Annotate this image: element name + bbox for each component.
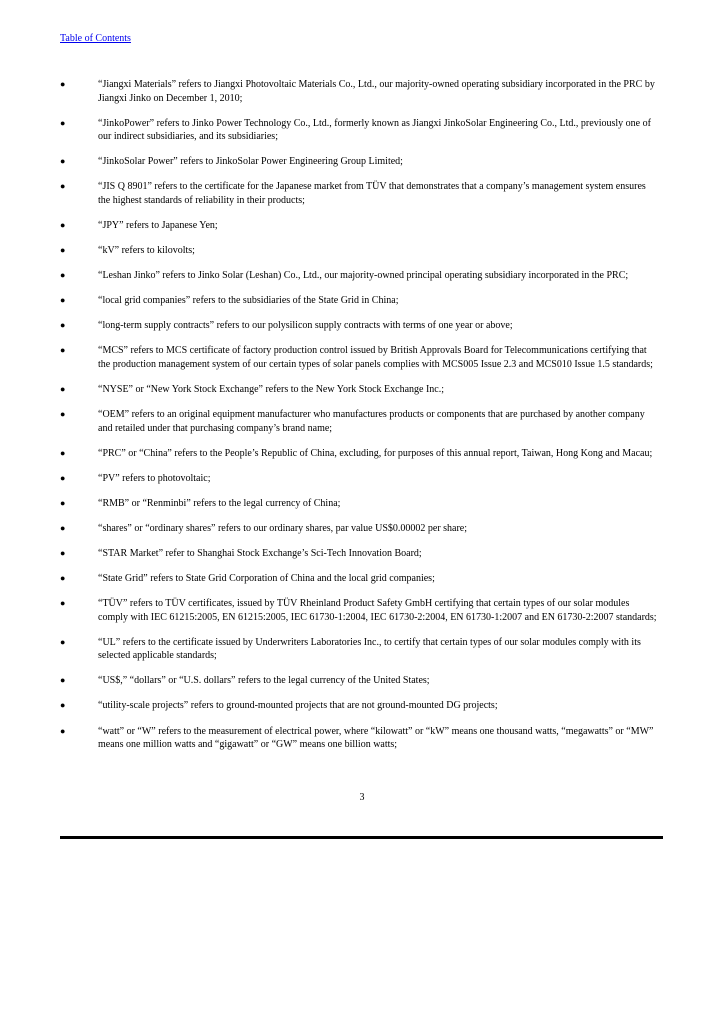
definition-text: “utility-scale projects” refers to ground-mounted projects that are not ground-mounted DG projects; [98,700,498,712]
list-item [60,674,664,688]
list-item [60,725,664,752]
list-item [60,497,664,511]
definition-text: “OEM” refers to an original equipment manufacturer who manufactures products or components that are purchased by another company and retailed under that purchasing company’s brand name; [98,409,645,434]
definition-text: “PRC” or “China” refers to the People’s Republic of China, excluding, for purposes of this annual report, Taiwan, Hong Kong and Macau; [98,447,653,459]
definition-text: “JIS Q 8901” refers to the certificate for the Japanese market from TÜV that demonstrates that a company’s management system ensures the highest standards of reliability in their products; [98,181,646,206]
bullet-icon: ● [60,573,66,584]
bullet-icon: ● [60,522,66,533]
definition-text: “JPY” refers to Japanese Yen; [98,219,218,231]
list-item [60,78,664,105]
list-item [60,269,664,283]
definition-text: “Leshan Jinko” refers to Jinko Solar (Leshan) Co., Ltd., our majority-owned principal operating subsidiary incorporated in the PRC; [98,270,629,282]
bullet-icon: ● [60,383,66,394]
bullet-icon: ● [60,548,66,558]
list-item [60,155,664,169]
bullet-icon: ● [60,156,66,167]
list-item [60,636,664,663]
list-item [60,219,664,233]
bullet-icon: ● [60,598,66,609]
page-number: 3 [359,792,365,803]
list-item [60,319,664,333]
bullet-icon: ● [60,219,66,230]
definition-text: “STAR Market” refer to Shanghai Stock Exchange’s Sci-Tech Innovation Board; [98,548,422,559]
list-item [60,117,664,144]
bullet-icon: ● [60,117,66,128]
bullet-icon: ● [60,345,66,356]
bullet-icon: ● [60,244,66,255]
bullet-icon: ● [60,79,66,89]
bullet-icon: ● [60,700,66,711]
definition-text: “PV” refers to photovoltaic; [98,472,211,484]
definition-text: “NYSE” or “New York Stock Exchange” refers to the New York Stock Exchange Inc.; [98,383,445,395]
definition-text: “Jiangxi Materials” refers to Jiangxi Photovoltaic Materials Co., Ltd., our majority-owned operating subsidiary incorporated in the PRC by Jiangxi Jinko on December 1, 2010; [98,79,655,104]
definition-text: “UL” refers to the certificate issued by Underwriters Laboratories Inc., to certify that certain types of our solar modules comply with its selected applicable standards; [98,636,641,662]
list-item [60,547,664,561]
bullet-icon: ● [60,725,66,736]
definition-text: “JinkoPower” refers to Jinko Power Technology Co., Ltd., formerly known as Jiangxi JinkoSolar Engineering Co., Ltd., previously one of our indirect subsidiaries, and its subsidiaries; [98,117,651,143]
list-item [60,597,664,624]
definition-text: “JinkoSolar Power” refers to JinkoSolar Power Engineering Group Limited; [98,156,403,168]
list-item [60,408,664,435]
definition-text: “TÜV” refers to TÜV certificates, issued by TÜV Rheinland Product Safety GmbH certifying that certain types of our solar modules comply with IEC 61215:2005, EN 61215:2005, IEC 61730-1:2004, IEC 61730-2:2004, EN 61730-1:2007 and EN 61730-2:2007 standards; [98,598,657,623]
definition-text: “State Grid” refers to State Grid Corporation of China and the local grid companies; [98,573,435,585]
bullet-icon: ● [60,675,66,686]
definitions-list [60,78,664,763]
list-item [60,572,664,586]
list-item [60,244,664,258]
bullet-icon: ● [60,181,66,192]
definition-text: “watt” or “W” refers to the measurement of electrical power, where “kilowatt” or “kW” means one thousand watts, “megawatts” or “MW” means one million watts and “gigawatt” or “GW” means one billion watts; [98,725,654,751]
list-item [60,344,664,371]
list-item [60,180,664,207]
list-item [60,699,664,713]
list-item [60,383,664,397]
bullet-icon: ● [60,497,66,508]
list-item [60,447,664,461]
bullet-icon: ● [60,409,66,420]
definition-text: “long-term supply contracts” refers to our polysilicon supply contracts with terms of one year or above; [98,320,513,332]
list-item [60,522,664,536]
definition-text: “shares” or “ordinary shares” refers to our ordinary shares, par value US$0.00002 per share; [98,522,468,534]
bullet-icon: ● [60,320,66,331]
bullet-icon: ● [60,270,66,281]
bullet-icon: ● [60,295,66,306]
definition-text: “US$,” “dollars” or “U.S. dollars” refers to the legal currency of the United States; [98,675,430,687]
bullet-icon: ● [60,472,66,483]
bullet-icon: ● [60,447,66,458]
definition-text: “MCS” refers to MCS certificate of factory production control issued by British Approvals Board for Telecommunications certifying that the production management system of our certain types of solar panels complies with MCS005 Issue 2.3 and MCS010 Issue 1.5 standards; [98,345,653,370]
list-item [60,294,664,308]
definition-text: “RMB” or “Renminbi” refers to the legal currency of China; [98,497,341,509]
definition-text: “kV” refers to kilovolts; [98,244,195,256]
list-item [60,472,664,486]
table-of-contents-link[interactable]: Table of Contents [60,33,131,44]
bullet-icon: ● [60,636,66,647]
definition-text: “local grid companies” refers to the subsidiaries of the State Grid in China; [98,295,399,307]
footer-divider [60,836,663,839]
